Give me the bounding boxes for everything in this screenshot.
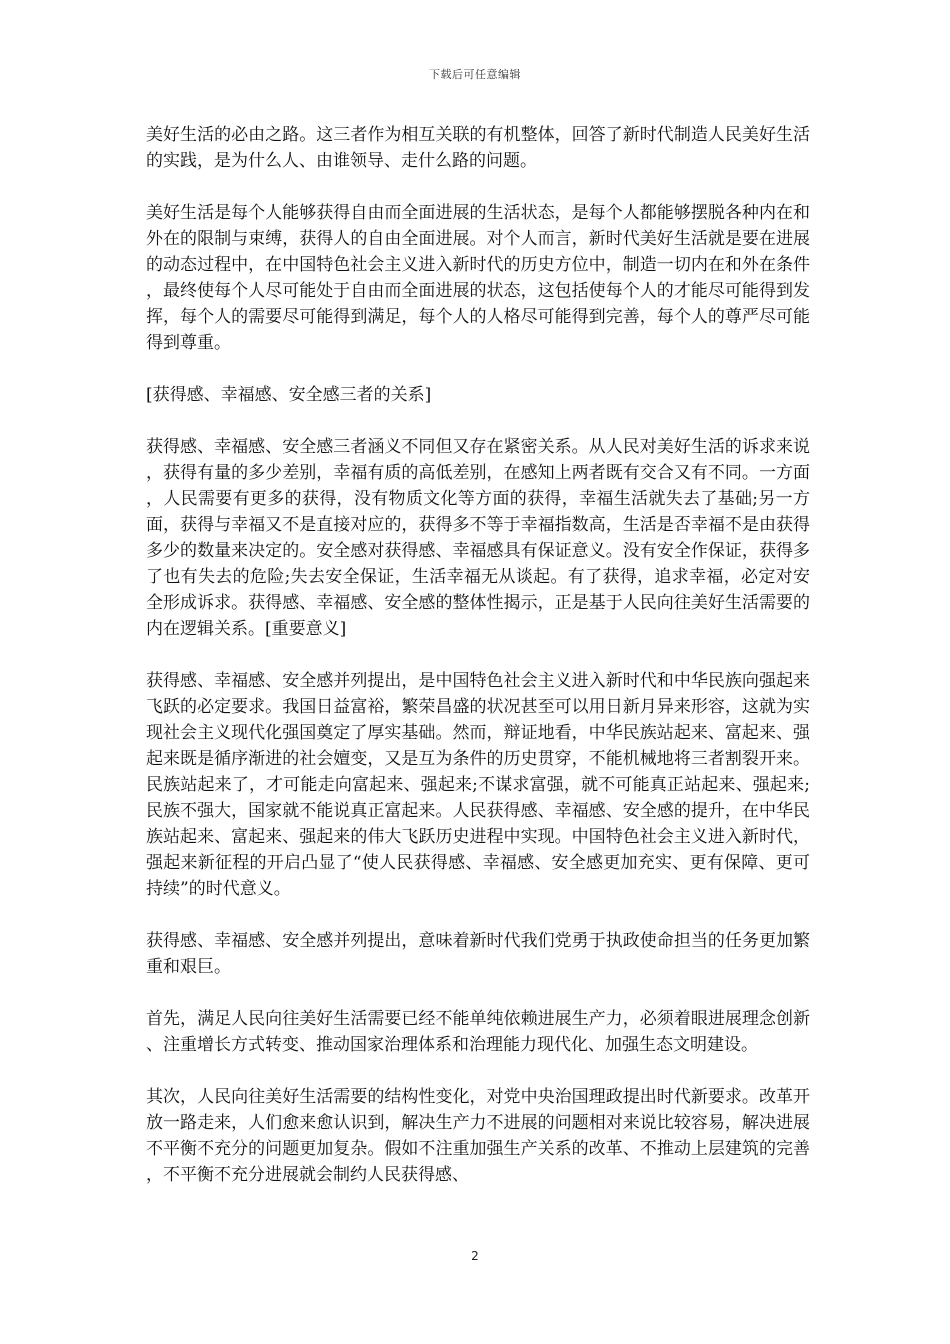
page-number: 2 [471,1249,479,1263]
document-body [146,122,810,1214]
paragraph: 其次，人民向往美好生活需要的结构性变化，对党中央治国理政提出时代新要求。改革开放一路走来，人们愈来愈认识到，解决生产力不进展的问题相对来说比较容易，解决进展不平衡不充分的问题更加复杂。假如不注重加强生产关系的改革、不推动上层建筑的完善，不平衡不充分进展就会制约人民获得感、 [146,1087,810,1185]
paragraph: 获得感、幸福感、安全感三者涵义不同但又存在紧密关系。从人民对美好生活的诉求来说，获得有量的多少差别，幸福有质的高低差别，在感知上两者既有交合又有不同。一方面，人民需要有更多的获得，没有物质文化等方面的获得，幸福生活就失去了基础;另一方面，获得与幸福又不是直接对应的，获得多不等于幸福指数高，生活是否幸福不是由获得多少的数量来决定的。安全感对获得感、幸福感具有保证意义。没有安全作保证，获得多了也有失去的危险;失去安全保证，生活幸福无从谈起。有了获得，追求幸福，必定对安全形成诉求。获得感、幸福感、安全感的整体性揭示，正是基于人民向往美好生活需要的内在逻辑关系。[重要意义] [146,437,810,639]
paragraph: 首先，满足人民向往美好生活需要已经不能单纯依赖进展生产力，必须着眼进展理念创新、注重增长方式转变、推动国家治理体系和治理能力现代化、加强生态文明建设。 [146,1009,810,1055]
paragraph: 美好生活的必由之路。这三者作为相互关联的有机整体，回答了新时代制造人民美好生活的实践，是为什么人、由谁领导、走什么路的问题。 [146,125,810,171]
paragraph: 美好生活是每个人能够获得自由而全面进展的生活状态，是每个人都能够摆脱各种内在和外在的限制与束缚，获得人的自由全面进展。对个人而言，新时代美好生活就是要在进展的动态过程中，在中国特色社会主义进入新时代的历史方位中，制造一切内在和外在条件，最终使每个人尽可能处于自由而全面进展的状态，这包括使每个人的才能尽可能得到发挥，每个人的需要尽可能得到满足，每个人的人格尽可能得到完善，每个人的尊严尽可能得到尊重。 [146,203,810,353]
section-heading: [获得感、幸福感、安全感三者的关系] [146,385,432,405]
page-header: 下载后可任意编辑 [429,68,521,81]
paragraph: 获得感、幸福感、安全感并列提出，是中国特色社会主义进入新时代和中华民族向强起来飞跃的必定要求。我国日益富裕，繁荣昌盛的状况甚至可以用日新月异来形容，这就为实现社会主义现代化强国奠定了厚实基础。然而，辩证地看，中华民族站起来、富起来、强起来既是循序渐进的社会嬗变，又是互为条件的历史贯穿，不能机械地将三者割裂开来。民族站起来了，才可能走向富起来、强起来;不谋求富强，就不可能真正站起来、强起来;民族不强大，国家就不能说真正富起来。人民获得感、幸福感、安全感的提升，在中华民族站起来、富起来、强起来的伟大飞跃历史进程中实现。中国特色社会主义进入新时代，强起来新征程的开启凸显了“使人民获得感、幸福感、安全感更加充实、更有保障、更可持续”的时代意义。 [146,671,810,899]
paragraph: 获得感、幸福感、安全感并列提出，意味着新时代我们党勇于执政使命担当的任务更加繁重和艰巨。 [146,931,810,977]
